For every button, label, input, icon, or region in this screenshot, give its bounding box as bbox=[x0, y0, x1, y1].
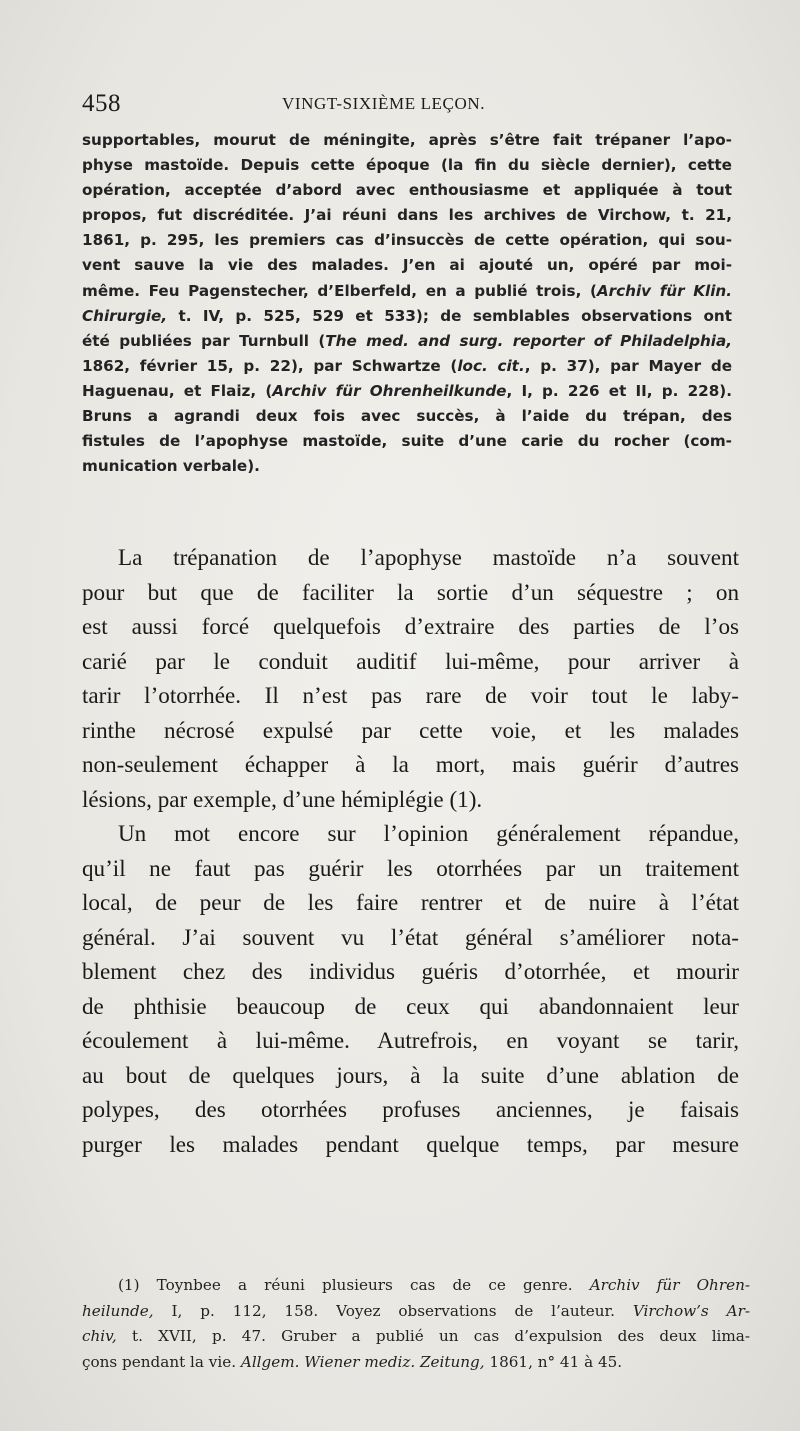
text-run: t. IV, p. 525, 529 et 533); de semblables observations ont bbox=[167, 306, 732, 325]
body-text-line: blement chez des individus guéris d’otorrhée, et mourir bbox=[82, 958, 739, 984]
body-text-line: pour but que de faciliter la sortie d’un séquestre ; on bbox=[82, 578, 739, 605]
text-run: fistules de l’apophyse mastoïde, suite d’une carie du rocher (com- bbox=[82, 432, 732, 451]
small-text-line bbox=[82, 379, 732, 404]
body-text-line: local, de peur de les faire rentrer et de nuire à l’état bbox=[82, 889, 739, 915]
text-run: Archiv für Klin. bbox=[596, 281, 732, 300]
text-run: Chirurgie, bbox=[82, 306, 168, 325]
text-run: , I, p. 226 et II, p. 228). bbox=[506, 381, 733, 400]
text-run: 1862, février 15, p. 22), par Schwartze ( bbox=[82, 356, 458, 375]
text-run: çons pendant la vie. bbox=[82, 1352, 241, 1371]
text-run: I, p. 112, 158. Voyez observations de l’auteur. bbox=[153, 1301, 633, 1320]
text-run: physe mastoïde. Depuis cette époque (la fin du siècle dernier), cette bbox=[82, 156, 732, 175]
text-run: 1861, n° 41 à 45. bbox=[484, 1352, 623, 1371]
body-text-line: purger les malades pendant quelque temps, par mesure bbox=[82, 1130, 739, 1157]
page-header bbox=[82, 90, 742, 120]
text-run: été publiées par Turnbull ( bbox=[82, 331, 326, 350]
body-text-line: Un mot encore sur l’opinion généralement répandue, bbox=[118, 820, 739, 846]
text-run: Archiv für Ohrenheilkunde bbox=[272, 381, 507, 400]
small-text-line bbox=[82, 404, 732, 429]
page-number: 458 bbox=[82, 90, 121, 117]
body-text-line: général. J’ai souvent vu l’état général s’améliorer nota- bbox=[82, 923, 739, 950]
text-run: Bruns a agrandi deux fois avec succès, à l’aide du trépan, des bbox=[82, 407, 732, 426]
footnote-line bbox=[82, 1350, 750, 1376]
small-text-line bbox=[82, 354, 732, 379]
footnote-line bbox=[82, 1324, 750, 1350]
small-print-paragraph bbox=[82, 128, 732, 479]
small-text-line bbox=[82, 228, 732, 253]
text-run: même. Feu Pagenstecher, d’Elberfeld, en a publié trois, ( bbox=[82, 281, 597, 300]
main-text bbox=[82, 540, 739, 1161]
text-run: The med. and surg. reporter of Philadelphia, bbox=[325, 331, 732, 350]
body-text-line: est aussi forcé quelquefois d’extraire des parties de l’os bbox=[82, 613, 739, 639]
text-run: loc. cit. bbox=[457, 356, 525, 375]
running-title: VINGT-SIXIÈME LEÇON. bbox=[282, 94, 486, 113]
body-text-line: au bout de quelques jours, à la suite d’une ablation de bbox=[82, 1061, 739, 1088]
small-text-line bbox=[82, 454, 732, 479]
text-run: vent sauve la vie des malades. J’en ai ajouté un, opéré par moi- bbox=[82, 256, 732, 275]
text-run: chiv, bbox=[82, 1327, 117, 1345]
text-run: munication verbale). bbox=[82, 457, 260, 476]
text-run: supportables, mourut de méningite, après s’être fait trépaner l’apo- bbox=[82, 131, 732, 149]
text-run: propos, fut discréditée. J’ai réuni dans les archives de Virchow, t. 21, bbox=[82, 206, 732, 225]
text-run: heilunde, bbox=[82, 1301, 154, 1320]
text-run: opération, acceptée d’abord avec enthousiasme et appliquée à tout bbox=[82, 181, 732, 200]
small-text-line bbox=[82, 253, 732, 278]
text-run: Allgem. Wiener mediz. Zeitung, bbox=[240, 1352, 485, 1371]
text-run: (1) Toynbee a réuni plusieurs cas de ce genre. bbox=[118, 1276, 590, 1294]
small-text-line bbox=[82, 128, 732, 153]
body-text-line: lésions, par exemple, d’une hémiplégie (1). bbox=[82, 785, 483, 812]
text-run: Archiv für Ohren- bbox=[589, 1276, 750, 1294]
body-text-line: La trépanation de l’apophyse mastoïde n’a souvent bbox=[118, 544, 739, 570]
small-text-line bbox=[82, 329, 732, 354]
body-text-line: polypes, des otorrhées profuses anciennes, je faisais bbox=[82, 1096, 739, 1122]
text-run: , p. 37), par Mayer de bbox=[524, 356, 732, 375]
small-text-line bbox=[82, 429, 732, 454]
text-run: 1861, p. 295, les premiers cas d’insuccès de cette opération, qui sou- bbox=[82, 231, 732, 250]
small-text-line bbox=[82, 153, 732, 178]
small-text-line bbox=[82, 203, 732, 228]
text-run: Virchow’s Ar- bbox=[632, 1301, 750, 1320]
text-run: Haguenau, et Flaiz, ( bbox=[82, 381, 273, 400]
body-text-line: qu’il ne faut pas guérir les otorrhées par un traitement bbox=[82, 854, 739, 881]
small-text-line bbox=[82, 304, 732, 329]
body-text-line: tarir l’otorrhée. Il n’est pas rare de voir tout le laby- bbox=[82, 682, 739, 708]
body-text-line: écoulement à lui-même. Autrefrois, en voyant se tarir, bbox=[82, 1027, 739, 1053]
footnote-line bbox=[82, 1273, 750, 1299]
body-text-line: de phthisie beaucoup de ceux qui abandonnaient leur bbox=[82, 992, 739, 1019]
body-text-line: carié par le conduit auditif lui-même, pour arriver à bbox=[82, 647, 739, 674]
text-run: t. XVII, p. 47. Gruber a publié un cas d’expulsion des deux lima- bbox=[116, 1327, 750, 1345]
body-text-line: rinthe nécrosé expulsé par cette voie, et les malades bbox=[82, 716, 739, 743]
small-text-line bbox=[82, 178, 732, 203]
small-text-line bbox=[82, 279, 732, 304]
footnote-line bbox=[82, 1299, 750, 1325]
footnote bbox=[82, 1273, 750, 1375]
body-text-line: non-seulement échapper à la mort, mais guérir d’autres bbox=[82, 751, 739, 777]
